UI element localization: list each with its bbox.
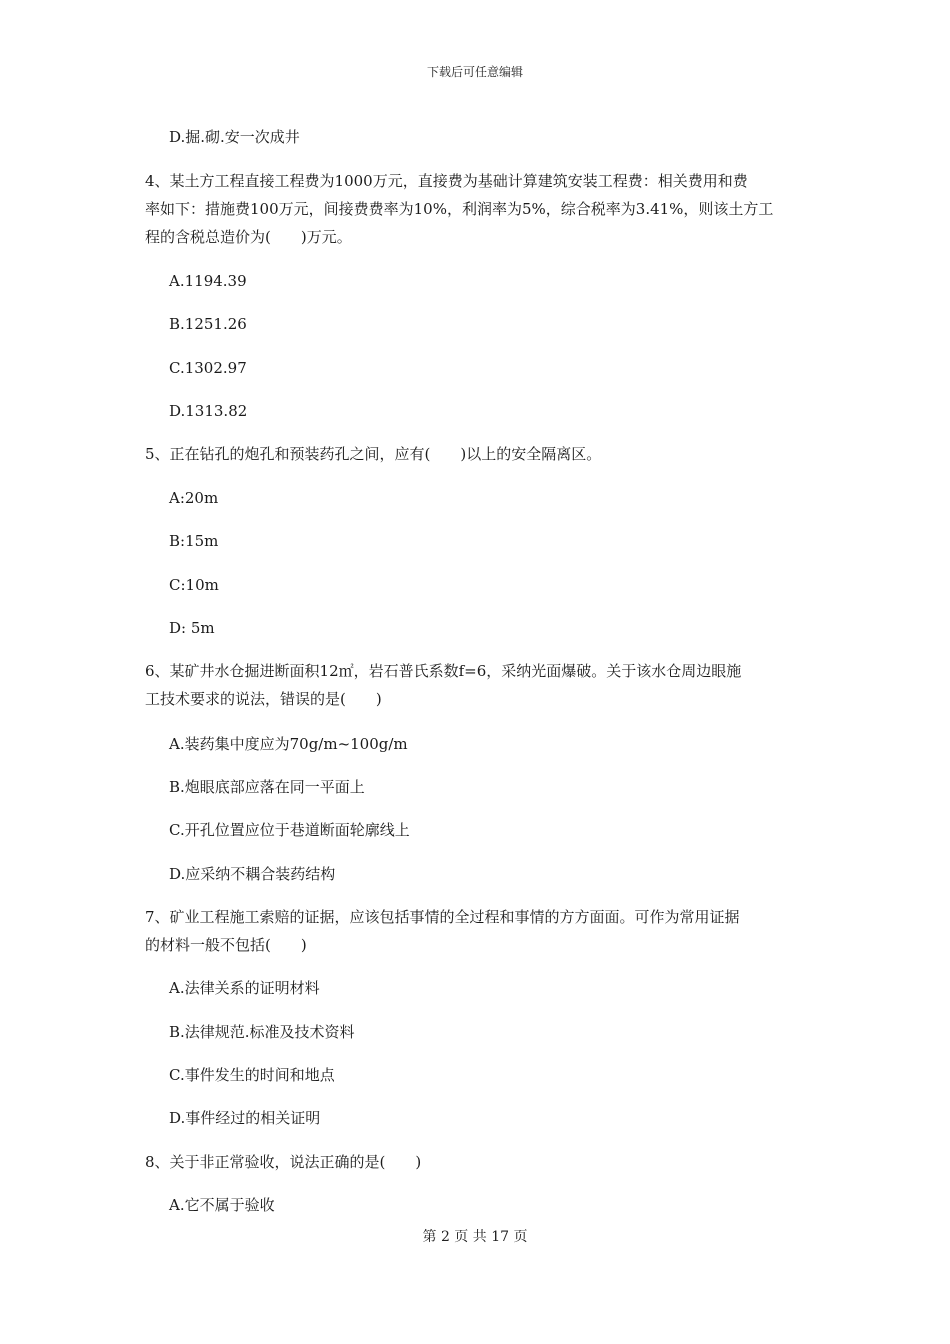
- question-7-option-a: A.法律关系的证明材料: [169, 979, 320, 997]
- question-4-line-3: 程的含税总造价为( )万元。: [145, 228, 352, 246]
- question-5-option-a: A:20m: [169, 489, 219, 507]
- question-7-line-2: 的材料一般不包括( ): [145, 936, 307, 954]
- previous-option-d: D.掘.砌.安一次成井: [169, 128, 300, 146]
- question-6-option-d: D.应采纳不耦合装药结构: [169, 865, 336, 883]
- question-7-line-1: 7、矿业工程施工索赔的证据，应该包括事情的全过程和事情的方方面面。可作为常用证据: [145, 908, 740, 926]
- question-7-option-c: C.事件发生的时间和地点: [169, 1066, 335, 1084]
- question-4-option-b: B.1251.26: [169, 315, 247, 333]
- page-footer: 第 2 页 共 17 页: [422, 1229, 528, 1245]
- question-5-option-b: B:15m: [169, 532, 219, 550]
- question-5-option-c: C:10m: [169, 576, 219, 594]
- page-header: 下载后可任意编辑: [426, 65, 523, 79]
- question-5-line-1: 5、正在钻孔的炮孔和预装药孔之间，应有( )以上的安全隔离区。: [145, 445, 602, 463]
- question-4-line-1: 4、某土方工程直接工程费为1000万元，直接费为基础计算建筑安装工程费：相关费用和费: [145, 172, 748, 190]
- question-6-option-b: B.炮眼底部应落在同一平面上: [169, 778, 365, 796]
- question-6-line-2: 工技术要求的说法，错误的是( ): [145, 690, 382, 708]
- question-4-option-c: C.1302.97: [169, 359, 247, 377]
- question-8-line-1: 8、关于非正常验收，说法正确的是( ): [145, 1153, 422, 1171]
- question-7-option-b: B.法律规范.标准及技术资料: [169, 1023, 355, 1041]
- question-4-line-2: 率如下：措施费100万元，间接费费率为10%，利润率为5%，综合税率为3.41%，则该土方工: [145, 200, 774, 218]
- question-6-option-a: A.装药集中度应为70g/m~100g/m: [169, 735, 408, 753]
- question-6-option-c: C.开孔位置应位于巷道断面轮廓线上: [169, 821, 410, 839]
- question-5-option-d: D: 5m: [169, 619, 215, 637]
- question-4-option-a: A.1194.39: [169, 272, 247, 290]
- question-6-line-1: 6、某矿井水仓掘进断面积12㎡，岩石普氏系数f=6，采纳光面爆破。关于该水仓周边眼施: [145, 662, 742, 680]
- question-8-option-a: A.它不属于验收: [169, 1196, 275, 1214]
- question-4-option-d: D.1313.82: [169, 402, 248, 420]
- question-7-option-d: D.事件经过的相关证明: [169, 1109, 321, 1127]
